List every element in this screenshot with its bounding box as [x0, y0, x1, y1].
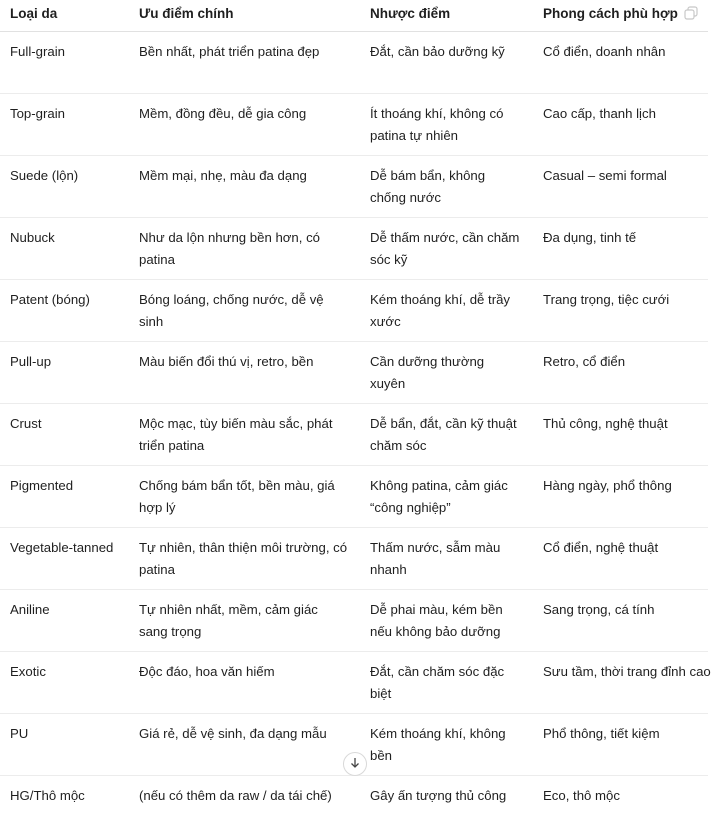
table-row [0, 776, 708, 837]
cell-disadvantages: Kém thoáng khí, dễ trầy xước [360, 280, 533, 342]
cell-suitable-style: Cao cấp, thanh lịch [533, 94, 708, 156]
cell-suitable-style: Retro, cổ điển [533, 342, 708, 404]
cell-suitable-style: Trang trọng, tiệc cưới [533, 280, 708, 342]
cell-advantages: Như da lộn nhưng bền hơn, có patina [129, 218, 360, 280]
table-row [0, 404, 708, 466]
cell-disadvantages: Gây ấn tượng thủ công [360, 776, 533, 837]
cell-advantages: Độc đáo, hoa văn hiếm [129, 652, 360, 714]
cell-leather-type: Crust [0, 404, 129, 466]
cell-disadvantages: Đắt, cần bảo dưỡng kỹ [360, 32, 533, 94]
cell-suitable-style: Hàng ngày, phổ thông [533, 466, 708, 528]
table-header-row [0, 0, 708, 32]
cell-disadvantages: Dễ bẩn, đắt, cần kỹ thuật chăm sóc [360, 404, 533, 466]
header-disadvantages: Nhược điểm [360, 0, 533, 32]
cell-leather-type: Aniline [0, 590, 129, 652]
cell-leather-type: HG/Thô mộc [0, 776, 129, 837]
cell-leather-type: Suede (lộn) [0, 156, 129, 218]
cell-leather-type: Top-grain [0, 94, 129, 156]
table-row [0, 156, 708, 218]
cell-disadvantages: Ít thoáng khí, không có patina tự nhiên [360, 94, 533, 156]
header-advantages: Ưu điểm chính [129, 0, 360, 32]
cell-suitable-style: Cổ điển, doanh nhân [533, 32, 708, 94]
cell-suitable-style: Eco, thô mộc [533, 776, 708, 837]
table-row [0, 342, 708, 404]
cell-disadvantages: Dễ phai màu, kém bền nếu không bảo dưỡng [360, 590, 533, 652]
cell-suitable-style: Cổ điển, nghệ thuật [533, 528, 708, 590]
cell-disadvantages: Dễ thấm nước, cần chăm sóc kỹ [360, 218, 533, 280]
cell-advantages: Bền nhất, phát triển patina đẹp [129, 32, 360, 94]
cell-leather-type: Patent (bóng) [0, 280, 129, 342]
cell-disadvantages: Cần dưỡng thường xuyên [360, 342, 533, 404]
cell-suitable-style: Phổ thông, tiết kiệm [533, 714, 708, 776]
cell-leather-type: Exotic [0, 652, 129, 714]
table-row [0, 32, 708, 94]
cell-disadvantages: Không patina, cảm giác “công nghiệp” [360, 466, 533, 528]
cell-leather-type: Pull-up [0, 342, 129, 404]
header-leather-type: Loại da [0, 0, 129, 32]
cell-disadvantages: Kém thoáng khí, không bền [360, 714, 533, 776]
cell-advantages: Mềm, đồng đều, dễ gia công [129, 94, 360, 156]
cell-leather-type: PU [0, 714, 129, 776]
table-row [0, 590, 708, 652]
scroll-down-button[interactable] [343, 752, 367, 776]
table-row [0, 652, 708, 714]
cell-advantages: Mộc mạc, tùy biến màu sắc, phát triển patina [129, 404, 360, 466]
cell-disadvantages: Dễ bám bẩn, không chống nước [360, 156, 533, 218]
cell-advantages: Bóng loáng, chống nước, dễ vệ sinh [129, 280, 360, 342]
cell-suitable-style: Thủ công, nghệ thuật [533, 404, 708, 466]
cell-suitable-style: Sang trọng, cá tính [533, 590, 708, 652]
table-row [0, 528, 708, 590]
table-row [0, 280, 708, 342]
table-row [0, 218, 708, 280]
cell-disadvantages: Thấm nước, sẫm màu nhanh [360, 528, 533, 590]
cell-suitable-style: Casual – semi formal [533, 156, 708, 218]
cell-advantages: Giá rẻ, dễ vệ sinh, đa dạng mẫu [129, 714, 360, 776]
cell-advantages: Tự nhiên nhất, mềm, cảm giác sang trọng [129, 590, 360, 652]
copy-icon[interactable] [684, 6, 698, 20]
cell-leather-type: Nubuck [0, 218, 129, 280]
copy-icon-graphic [684, 6, 698, 20]
cell-advantages: Tự nhiên, thân thiện môi trường, có patina [129, 528, 360, 590]
cell-leather-type: Full-grain [0, 32, 129, 94]
cell-advantages: Mềm mại, nhẹ, màu đa dạng [129, 156, 360, 218]
cell-disadvantages: Đắt, cần chăm sóc đặc biệt [360, 652, 533, 714]
table-row [0, 94, 708, 156]
table-row [0, 466, 708, 528]
cell-advantages: Chống bám bẩn tốt, bền màu, giá hợp lý [129, 466, 360, 528]
cell-advantages: (nếu có thêm da raw / da tái chế) [129, 776, 360, 837]
cell-suitable-style: Sưu tầm, thời trang đỉnh cao [533, 652, 708, 714]
cell-leather-type: Vegetable-tanned [0, 528, 129, 590]
arrow-down-icon [349, 757, 361, 769]
cell-suitable-style: Đa dụng, tinh tế [533, 218, 708, 280]
header-suitable-style: Phong cách phù hợp [533, 0, 708, 32]
cell-leather-type: Pigmented [0, 466, 129, 528]
cell-advantages: Màu biến đổi thú vị, retro, bền [129, 342, 360, 404]
